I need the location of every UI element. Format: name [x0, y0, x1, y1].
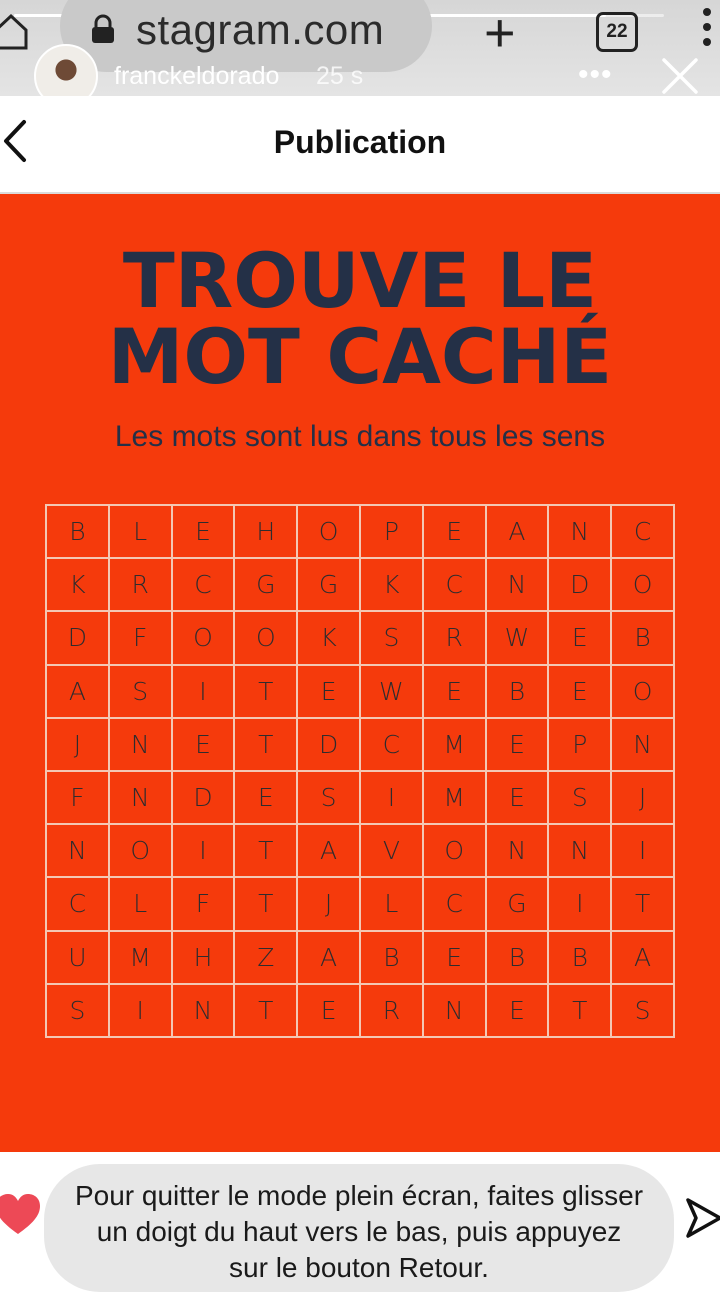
grid-row [46, 771, 674, 824]
grid-cell: O [109, 824, 172, 877]
grid-cell: C [46, 877, 109, 930]
grid-cell: E [172, 505, 235, 558]
grid-cell: I [611, 824, 674, 877]
grid-cell: T [548, 984, 611, 1037]
word-search-grid [45, 504, 675, 1038]
grid-cell: T [234, 665, 297, 718]
grid-cell: S [548, 771, 611, 824]
grid-cell: E [297, 665, 360, 718]
grid-cell: J [46, 718, 109, 771]
grid-cell: C [172, 558, 235, 611]
grid-cell: R [360, 984, 423, 1037]
grid-cell: I [172, 665, 235, 718]
grid-cell: E [423, 665, 486, 718]
grid-cell: N [486, 824, 549, 877]
grid-cell: T [234, 877, 297, 930]
grid-cell: Z [234, 931, 297, 984]
grid-cell: K [297, 611, 360, 664]
grid-cell: R [109, 558, 172, 611]
grid-cell: D [548, 558, 611, 611]
grid-cell: E [172, 718, 235, 771]
grid-cell: R [423, 611, 486, 664]
grid-cell: M [109, 931, 172, 984]
grid-cell: M [423, 771, 486, 824]
grid-cell: D [46, 611, 109, 664]
grid-cell: B [548, 931, 611, 984]
grid-cell: A [46, 665, 109, 718]
grid-cell: E [548, 611, 611, 664]
grid-cell: E [486, 718, 549, 771]
grid-cell: T [234, 718, 297, 771]
grid-cell: A [297, 931, 360, 984]
grid-cell: B [611, 611, 674, 664]
grid-cell: C [423, 877, 486, 930]
grid-row [46, 718, 674, 771]
grid-cell: J [297, 877, 360, 930]
browser-menu-icon[interactable] [700, 8, 714, 52]
grid-cell: B [486, 665, 549, 718]
grid-cell: N [109, 718, 172, 771]
grid-cell: S [109, 665, 172, 718]
grid-cell: G [297, 558, 360, 611]
browser-story-overlay [0, 0, 720, 96]
lock-icon [90, 14, 116, 44]
grid-cell: I [172, 824, 235, 877]
grid-cell: N [548, 824, 611, 877]
grid-cell: I [360, 771, 423, 824]
grid-cell: F [172, 877, 235, 930]
grid-cell: A [611, 931, 674, 984]
grid-cell: L [109, 505, 172, 558]
heart-icon[interactable] [0, 1192, 42, 1236]
grid-cell: W [486, 611, 549, 664]
page-header [0, 96, 720, 194]
grid-cell: H [172, 931, 235, 984]
grid-cell: P [548, 718, 611, 771]
grid-cell: S [297, 771, 360, 824]
grid-cell: N [172, 984, 235, 1037]
grid-cell: E [423, 505, 486, 558]
grid-cell: G [486, 877, 549, 930]
grid-cell: O [611, 665, 674, 718]
grid-cell: E [486, 984, 549, 1037]
grid-cell: B [486, 931, 549, 984]
grid-cell: N [548, 505, 611, 558]
grid-cell: V [360, 824, 423, 877]
grid-cell: T [611, 877, 674, 930]
grid-cell: E [486, 771, 549, 824]
post-action-bar [0, 1152, 720, 1283]
more-options-icon[interactable]: ••• [578, 58, 613, 91]
page-title: Publication [273, 124, 447, 160]
grid-cell: S [611, 984, 674, 1037]
grid-cell: B [360, 931, 423, 984]
grid-cell: T [234, 824, 297, 877]
grid-cell: K [360, 558, 423, 611]
grid-cell: N [423, 984, 486, 1037]
grid-cell: H [234, 505, 297, 558]
grid-row [46, 877, 674, 930]
grid-cell: C [423, 558, 486, 611]
grid-cell: A [486, 505, 549, 558]
grid-cell: D [297, 718, 360, 771]
grid-row [46, 611, 674, 664]
grid-cell: P [360, 505, 423, 558]
grid-cell: M [423, 718, 486, 771]
grid-cell: C [360, 718, 423, 771]
close-icon[interactable] [660, 56, 700, 96]
grid-cell: A [297, 824, 360, 877]
grid-cell: O [172, 611, 235, 664]
story-timestamp: 25 s [316, 62, 364, 90]
grid-cell: O [297, 505, 360, 558]
grid-cell: I [109, 984, 172, 1037]
grid-cell: C [611, 505, 674, 558]
grid-cell: K [46, 558, 109, 611]
grid-cell: O [423, 824, 486, 877]
tab-count-button[interactable]: 22 [596, 12, 638, 52]
grid-cell: F [109, 611, 172, 664]
post-title-line1: TROUVE LE [122, 236, 598, 325]
url-text[interactable]: stagram.com [136, 6, 385, 53]
share-icon[interactable] [684, 1194, 720, 1242]
grid-cell: N [486, 558, 549, 611]
new-tab-icon[interactable]: + [484, 3, 516, 63]
grid-cell: G [234, 558, 297, 611]
grid-cell: F [46, 771, 109, 824]
grid-cell: L [109, 877, 172, 930]
story-username[interactable]: franckeldorado [114, 62, 280, 90]
grid-cell: J [611, 771, 674, 824]
grid-cell: B [46, 505, 109, 558]
grid-cell: N [109, 771, 172, 824]
grid-cell: I [548, 877, 611, 930]
post-subtitle: Les mots sont lus dans tous les sens [114, 420, 606, 453]
grid-cell: O [234, 611, 297, 664]
grid-cell: U [46, 931, 109, 984]
grid-cell: E [423, 931, 486, 984]
post-image[interactable] [0, 194, 720, 1152]
grid-row [46, 931, 674, 984]
grid-cell: S [46, 984, 109, 1037]
grid-cell: E [548, 665, 611, 718]
grid-cell: S [360, 611, 423, 664]
grid-cell: D [172, 771, 235, 824]
grid-cell: E [297, 984, 360, 1037]
post-title-line2: MOT CACHÉ [107, 312, 613, 401]
grid-row [46, 665, 674, 718]
grid-cell: E [234, 771, 297, 824]
grid-cell: N [46, 824, 109, 877]
grid-cell: L [360, 877, 423, 930]
grid-cell: O [611, 558, 674, 611]
grid-cell: T [234, 984, 297, 1037]
home-icon[interactable] [0, 10, 28, 50]
grid-row [46, 984, 674, 1037]
grid-cell: W [360, 665, 423, 718]
fullscreen-toast: Pour quitter le mode plein écran, faites glisser un doigt du haut vers le bas, puis appuyez sur le bouton Retour. [44, 1164, 674, 1292]
grid-row [46, 505, 674, 558]
grid-cell: N [611, 718, 674, 771]
grid-row [46, 558, 674, 611]
grid-row [46, 824, 674, 877]
